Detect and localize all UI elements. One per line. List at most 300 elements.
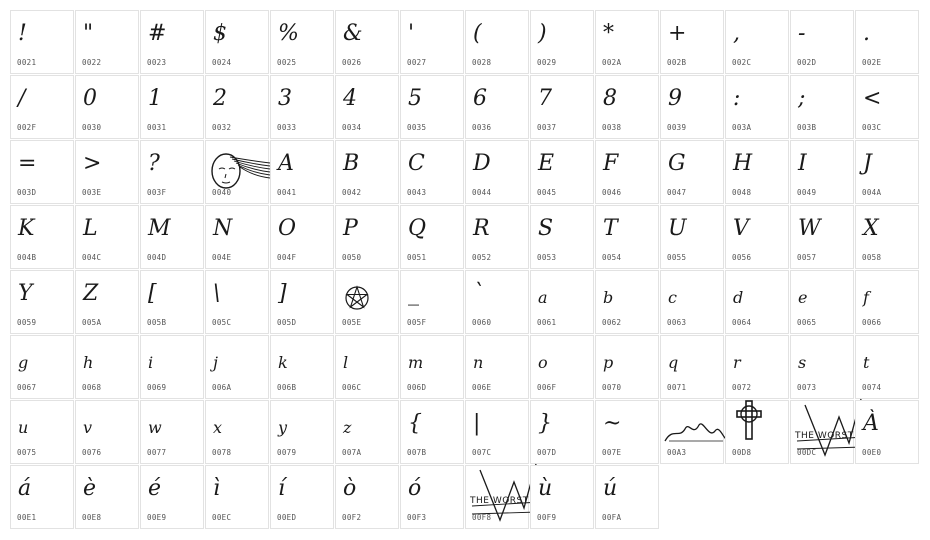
glyph-code: 0039	[667, 123, 687, 132]
glyph-cell[interactable]	[790, 335, 854, 399]
glyph-code: 0028	[472, 58, 492, 67]
glyph-cell[interactable]	[725, 205, 789, 269]
glyph-code: 004C	[82, 253, 102, 262]
glyph-char: ò	[343, 476, 357, 501]
glyph-cell[interactable]	[140, 205, 204, 269]
glyph-code: 003C	[862, 123, 882, 132]
glyph-cell[interactable]	[790, 75, 854, 139]
glyph-char: ?	[148, 151, 160, 176]
glyph-char: o	[538, 353, 548, 372]
glyph-cell[interactable]	[10, 10, 74, 74]
glyph-char: T	[603, 216, 618, 241]
glyph-code: 002F	[17, 123, 37, 132]
glyph-code: 00D8	[732, 448, 752, 457]
glyph-char: D	[473, 151, 491, 176]
glyph-char: ;	[798, 86, 806, 111]
glyph-char: h	[83, 353, 94, 372]
glyph-code: 006D	[407, 383, 427, 392]
glyph-char: $	[213, 21, 227, 46]
glyph-code: 0038	[602, 123, 622, 132]
glyph-char: *	[603, 21, 614, 46]
glyph-cell[interactable]	[400, 465, 464, 529]
glyph-code: 006F	[537, 383, 557, 392]
glyph-cell[interactable]	[270, 205, 334, 269]
glyph-cell[interactable]	[530, 10, 594, 74]
glyph-char: ]	[278, 281, 287, 306]
glyph-code: 004F	[277, 253, 297, 262]
glyph-code: 0077	[147, 448, 167, 457]
glyph-code: 0078	[212, 448, 232, 457]
glyph-char: ,	[733, 21, 740, 46]
glyph-cell[interactable]	[855, 75, 919, 139]
glyph-char: q	[668, 353, 679, 372]
glyph-cell[interactable]	[790, 400, 854, 464]
glyph-cell[interactable]	[660, 270, 724, 334]
glyph-code: 0068	[82, 383, 102, 392]
glyph-cell[interactable]	[205, 75, 269, 139]
glyph-char: t	[863, 353, 870, 372]
glyph-code: 00F2	[342, 513, 362, 522]
glyph-cell[interactable]	[855, 335, 919, 399]
glyph-code: 005C	[212, 318, 232, 327]
glyph-char: c	[668, 288, 677, 307]
glyph-cell[interactable]	[465, 140, 529, 204]
glyph-code: 0023	[147, 58, 167, 67]
glyph-code: 0058	[862, 253, 882, 262]
glyph-char: ~	[603, 411, 622, 436]
glyph-cell[interactable]	[400, 205, 464, 269]
glyph-char: u	[18, 418, 29, 437]
glyph-char: ù	[538, 476, 553, 501]
glyph-cell[interactable]	[270, 140, 334, 204]
glyph-code: 004B	[17, 253, 37, 262]
glyph-code: 003F	[147, 188, 167, 197]
glyph-char: 7	[538, 86, 552, 111]
glyph-char: +	[668, 21, 687, 46]
glyph-char: P	[343, 216, 358, 241]
glyph-char: &	[343, 21, 363, 46]
glyph-cell[interactable]	[270, 10, 334, 74]
glyph-code: 0061	[537, 318, 557, 327]
glyph-cell[interactable]	[855, 400, 919, 464]
glyph-cell[interactable]	[790, 140, 854, 204]
glyph-char: N	[213, 216, 233, 241]
glyph-cell[interactable]	[790, 10, 854, 74]
glyph-char: C	[408, 151, 425, 176]
glyph-char: 0	[83, 86, 97, 111]
glyph-cell[interactable]	[595, 75, 659, 139]
glyph-cell[interactable]	[335, 270, 399, 334]
glyph-cell[interactable]	[75, 335, 139, 399]
glyph-char: l	[343, 353, 349, 372]
glyph-char: :	[733, 86, 741, 111]
glyph-code: 0069	[147, 383, 167, 392]
glyph-cell[interactable]	[530, 465, 594, 529]
glyph-code: 00F8	[472, 513, 492, 522]
glyph-code: 0043	[407, 188, 427, 197]
glyph-code: 002C	[732, 58, 752, 67]
glyph-cell[interactable]	[595, 270, 659, 334]
glyph-cell[interactable]	[270, 400, 334, 464]
glyph-cell[interactable]	[725, 400, 789, 464]
glyph-code: 00E9	[147, 513, 167, 522]
glyph-char: 2	[213, 86, 227, 111]
glyph-char: g	[18, 353, 29, 372]
glyph-cell[interactable]	[205, 140, 269, 204]
glyph-cell[interactable]	[530, 140, 594, 204]
glyph-char: 1	[148, 86, 162, 111]
glyph-char: E	[538, 151, 555, 176]
glyph-char: a	[538, 288, 548, 307]
glyph-cell[interactable]	[530, 400, 594, 464]
glyph-cell[interactable]	[725, 140, 789, 204]
glyph-char: W	[798, 216, 821, 241]
glyph-code: 0040	[212, 188, 232, 197]
glyph-char: >	[83, 151, 102, 176]
glyph-char: X	[863, 216, 879, 241]
glyph-cell[interactable]	[75, 75, 139, 139]
glyph-cell[interactable]	[140, 140, 204, 204]
glyph-cell[interactable]	[10, 465, 74, 529]
glyph-char: v	[83, 418, 93, 437]
glyph-cell[interactable]	[595, 335, 659, 399]
glyph-char: í	[278, 476, 286, 501]
glyph-char: m	[408, 353, 424, 372]
glyph-cell[interactable]	[10, 335, 74, 399]
glyph-cell[interactable]	[270, 465, 334, 529]
glyph-code: 0067	[17, 383, 37, 392]
glyph-cell[interactable]	[465, 10, 529, 74]
glyph-cell[interactable]	[10, 140, 74, 204]
glyph-cell[interactable]	[335, 140, 399, 204]
glyph-code: 0071	[667, 383, 687, 392]
glyph-cell[interactable]	[335, 335, 399, 399]
glyph-cell[interactable]	[725, 335, 789, 399]
glyph-code: 0053	[537, 253, 557, 262]
glyph-char: ó	[408, 476, 422, 501]
glyph-char: (	[473, 21, 482, 46]
glyph-code: 0025	[277, 58, 297, 67]
glyph-cell[interactable]	[10, 400, 74, 464]
glyph-code: 0042	[342, 188, 362, 197]
glyph-cell[interactable]	[530, 205, 594, 269]
glyph-char: é	[148, 476, 162, 501]
glyph-cell[interactable]	[270, 75, 334, 139]
glyph-code: 007D	[537, 448, 557, 457]
glyph-cell[interactable]	[75, 465, 139, 529]
glyph-cell[interactable]	[660, 75, 724, 139]
glyph-code: 0070	[602, 383, 622, 392]
glyph-char: ú	[603, 476, 618, 501]
glyph-cell[interactable]	[660, 335, 724, 399]
glyph-cell[interactable]	[660, 205, 724, 269]
glyph-char: n	[473, 353, 484, 372]
glyph-char: [	[148, 281, 157, 306]
glyph-code: 005E	[342, 318, 362, 327]
glyph-cell[interactable]	[10, 75, 74, 139]
glyph-char: x	[213, 418, 223, 437]
glyph-code: 00E0	[862, 448, 882, 457]
glyph-cell[interactable]	[790, 205, 854, 269]
glyph-cell[interactable]	[205, 10, 269, 74]
glyph-code: 0065	[797, 318, 817, 327]
glyph-code: 007A	[342, 448, 362, 457]
glyph-code: 0066	[862, 318, 882, 327]
glyph-code: 0055	[667, 253, 687, 262]
glyph-cell[interactable]	[270, 335, 334, 399]
glyph-cell[interactable]	[335, 400, 399, 464]
glyph-cell[interactable]	[400, 75, 464, 139]
glyph-code: 003B	[797, 123, 817, 132]
glyph-code: 0073	[797, 383, 817, 392]
glyph-cell[interactable]	[400, 270, 464, 334]
glyph-char: !	[18, 21, 27, 46]
glyph-code: 00E8	[82, 513, 102, 522]
glyph-cell[interactable]	[400, 10, 464, 74]
glyph-cell[interactable]	[595, 205, 659, 269]
glyph-code: 0076	[82, 448, 102, 457]
glyph-char: b	[603, 288, 614, 307]
glyph-code: 00DC	[797, 448, 817, 457]
glyph-cell[interactable]	[400, 335, 464, 399]
glyph-code: 005F	[407, 318, 427, 327]
glyph-cell[interactable]	[205, 270, 269, 334]
glyph-code: 0060	[472, 318, 492, 327]
glyph-cell[interactable]	[465, 465, 529, 529]
glyph-code: 0034	[342, 123, 362, 132]
glyph-cell[interactable]	[855, 205, 919, 269]
glyph-char: )	[538, 21, 547, 46]
glyph-char: G	[668, 151, 686, 176]
glyph-char: S	[538, 216, 554, 241]
glyph-cell[interactable]	[75, 10, 139, 74]
glyph-char: 3	[278, 86, 292, 111]
glyph-cell[interactable]	[205, 465, 269, 529]
glyph-char: _	[408, 281, 419, 306]
glyph-char: Z	[83, 281, 99, 306]
glyph-code: 002E	[862, 58, 882, 67]
glyph-char: z	[343, 418, 352, 437]
glyph-code: 0037	[537, 123, 557, 132]
glyph-cell[interactable]	[335, 465, 399, 529]
glyph-code: 0052	[472, 253, 492, 262]
glyph-cell[interactable]	[140, 465, 204, 529]
glyph-char: I	[798, 151, 807, 176]
glyph-code: 0021	[17, 58, 37, 67]
glyph-code: 0049	[797, 188, 817, 197]
glyph-cell[interactable]	[530, 270, 594, 334]
glyph-char: B	[343, 151, 360, 176]
glyph-code: 00EC	[212, 513, 232, 522]
glyph-char: f	[863, 288, 869, 307]
glyph-cell[interactable]	[530, 335, 594, 399]
glyph-code: 005D	[277, 318, 297, 327]
glyph-char: J	[863, 151, 872, 176]
glyph-code: 003D	[17, 188, 37, 197]
glyph-char: F	[603, 151, 619, 176]
glyph-code: 0054	[602, 253, 622, 262]
glyph-code: 0035	[407, 123, 427, 132]
glyph-code: 00E1	[17, 513, 37, 522]
glyph-code: 002A	[602, 58, 622, 67]
glyph-code: 0022	[82, 58, 102, 67]
glyph-code: 004D	[147, 253, 167, 262]
glyph-char: 8	[603, 86, 617, 111]
glyph-char: %	[278, 21, 299, 46]
glyph-code: 00FA	[602, 513, 622, 522]
glyph-code: 00A3	[667, 448, 687, 457]
glyph-cell[interactable]	[465, 270, 529, 334]
glyph-code: 0079	[277, 448, 297, 457]
glyph-char: 5	[408, 86, 422, 111]
glyph-char: \	[213, 281, 221, 306]
glyph-cell[interactable]	[270, 270, 334, 334]
glyph-cell[interactable]	[335, 205, 399, 269]
glyph-cell[interactable]	[205, 335, 269, 399]
glyph-code: 0050	[342, 253, 362, 262]
glyph-code: 0059	[17, 318, 37, 327]
glyph-cell[interactable]	[660, 140, 724, 204]
glyph-code: 0041	[277, 188, 297, 197]
glyph-code: 003A	[732, 123, 752, 132]
glyph-cell[interactable]	[855, 10, 919, 74]
glyph-cell[interactable]	[465, 335, 529, 399]
glyph-cell[interactable]	[660, 400, 724, 464]
glyph-char: y	[278, 418, 288, 437]
glyph-code: 0072	[732, 383, 752, 392]
glyph-char: -	[798, 21, 806, 46]
glyph-char: A	[278, 151, 294, 176]
glyph-cell[interactable]	[335, 10, 399, 74]
glyph-char: "	[83, 21, 94, 46]
glyph-code: 007E	[602, 448, 622, 457]
glyph-grid	[10, 10, 920, 530]
glyph-code: 0046	[602, 188, 622, 197]
glyph-code: 0032	[212, 123, 232, 132]
glyph-code: 004E	[212, 253, 232, 262]
glyph-char: i	[148, 353, 154, 372]
glyph-code: 00F9	[537, 513, 557, 522]
glyph-code: 00ED	[277, 513, 297, 522]
glyph-code: 003E	[82, 188, 102, 197]
glyph-cell[interactable]	[75, 140, 139, 204]
glyph-code: 007C	[472, 448, 492, 457]
glyph-code: 007B	[407, 448, 427, 457]
glyph-code: 005B	[147, 318, 167, 327]
glyph-code: 0047	[667, 188, 687, 197]
the-worst-logo-text: THE WORST	[795, 431, 854, 441]
glyph-cell[interactable]	[660, 10, 724, 74]
glyph-cell[interactable]	[595, 465, 659, 529]
glyph-char: d	[733, 288, 744, 307]
glyph-char: .	[863, 21, 870, 46]
glyph-char: H	[733, 151, 753, 176]
glyph-code: 0027	[407, 58, 427, 67]
glyph-code: 0033	[277, 123, 297, 132]
glyph-cell[interactable]	[205, 205, 269, 269]
glyph-char: M	[148, 216, 171, 241]
glyph-code: 006C	[342, 383, 362, 392]
glyph-cell[interactable]	[855, 140, 919, 204]
glyph-char: k	[278, 353, 288, 372]
glyph-char: }	[538, 411, 552, 436]
glyph-cell[interactable]	[725, 10, 789, 74]
glyph-cell[interactable]	[855, 270, 919, 334]
glyph-cell[interactable]	[140, 75, 204, 139]
glyph-cell[interactable]	[725, 270, 789, 334]
glyph-cell[interactable]	[790, 270, 854, 334]
glyph-code: 0036	[472, 123, 492, 132]
glyph-char: s	[798, 353, 807, 372]
glyph-char: O	[278, 216, 297, 241]
glyph-code: 0062	[602, 318, 622, 327]
glyph-char: U	[668, 216, 687, 241]
glyph-code: 006B	[277, 383, 297, 392]
glyph-char: |	[473, 411, 481, 436]
glyph-code: 006E	[472, 383, 492, 392]
glyph-cell[interactable]	[465, 205, 529, 269]
glyph-code: 0031	[147, 123, 167, 132]
glyph-cell[interactable]	[400, 140, 464, 204]
glyph-char: Y	[18, 281, 33, 306]
glyph-char: r	[733, 353, 741, 372]
glyph-code: 006A	[212, 383, 232, 392]
glyph-code: 0056	[732, 253, 752, 262]
glyph-char: {	[408, 411, 422, 436]
glyph-cell[interactable]	[140, 400, 204, 464]
glyph-code: 0063	[667, 318, 687, 327]
glyph-cell[interactable]	[530, 75, 594, 139]
glyph-cell[interactable]	[400, 400, 464, 464]
glyph-cell[interactable]	[140, 335, 204, 399]
glyph-cell[interactable]	[140, 10, 204, 74]
glyph-char: 4	[343, 86, 357, 111]
glyph-char: è	[83, 476, 97, 501]
glyph-char: ì	[213, 476, 221, 501]
glyph-char: =	[18, 151, 37, 176]
glyph-code: 002B	[667, 58, 687, 67]
glyph-code: 0075	[17, 448, 37, 457]
glyph-char: á	[18, 476, 32, 501]
glyph-char: R	[473, 216, 490, 241]
glyph-cell[interactable]	[595, 140, 659, 204]
glyph-cell[interactable]	[75, 270, 139, 334]
glyph-cell[interactable]	[595, 400, 659, 464]
glyph-cell[interactable]	[75, 400, 139, 464]
glyph-cell[interactable]	[465, 400, 529, 464]
glyph-char: /	[18, 86, 26, 111]
glyph-cell[interactable]	[465, 75, 529, 139]
glyph-code: 0064	[732, 318, 752, 327]
glyph-cell[interactable]	[140, 270, 204, 334]
glyph-cell[interactable]	[10, 205, 74, 269]
glyph-cell[interactable]	[10, 270, 74, 334]
glyph-char: 9	[668, 86, 682, 111]
glyph-char: <	[863, 86, 882, 111]
glyph-cell[interactable]	[595, 10, 659, 74]
glyph-code: 0044	[472, 188, 492, 197]
glyph-char: '	[408, 21, 415, 46]
glyph-cell[interactable]	[335, 75, 399, 139]
glyph-cell[interactable]	[725, 75, 789, 139]
glyph-char: e	[798, 288, 808, 307]
glyph-cell[interactable]	[205, 400, 269, 464]
glyph-char: L	[83, 216, 98, 241]
glyph-cell[interactable]	[75, 205, 139, 269]
glyph-code: 0048	[732, 188, 752, 197]
glyph-code: 002D	[797, 58, 817, 67]
glyph-code: 0045	[537, 188, 557, 197]
